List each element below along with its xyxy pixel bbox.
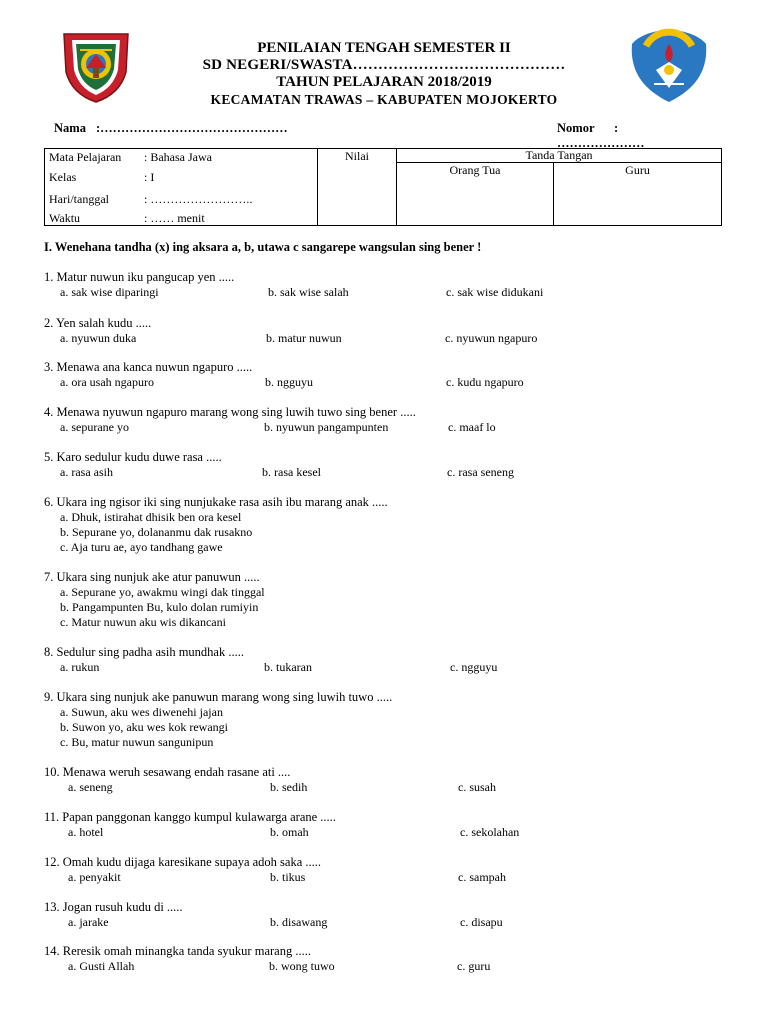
question-text: 2. Yen salah kudu .....	[44, 316, 152, 330]
tanda-tangan-label: Tanda Tangan	[525, 148, 593, 162]
answer-option-b[interactable]: b. sedih	[270, 780, 308, 794]
answer-option-a[interactable]: a. ora usah ngapuro	[60, 375, 154, 389]
nomor-label: Nomor	[557, 121, 595, 135]
section-instruction: I. Wenehana tandha (x) ing aksara a, b, utawa c sangarepe wangsulan sing bener !	[44, 240, 482, 254]
question-text: 4. Menawa nyuwun ngapuro marang wong sing luwih tuwo sing bener .....	[44, 405, 416, 419]
district-line: KECAMATAN TRAWAS – KABUPATEN MOJOKERTO	[210, 92, 558, 107]
answer-option-a[interactable]: a. Sepurane yo, awakmu wingi dak tinggal	[60, 585, 265, 599]
answer-option-a[interactable]: a. penyakit	[68, 870, 121, 884]
answer-option-a[interactable]: a. sepurane yo	[60, 420, 129, 434]
answer-option-a[interactable]: a. jarake	[68, 915, 109, 929]
hari-label: Hari/tanggal	[49, 192, 109, 206]
nama-field[interactable]: :………………………………………	[96, 121, 288, 135]
answer-option-b[interactable]: b. Sepurane yo, dolananmu dak rusakno	[60, 525, 253, 539]
question-text: 5. Karo sedulur kudu duwe rasa .....	[44, 450, 222, 464]
answer-option-b[interactable]: b. Pangampunten Bu, kulo dolan rumiyin	[60, 600, 259, 614]
academic-year: TAHUN PELAJARAN 2018/2019	[276, 74, 492, 90]
nilai-label: Nilai	[345, 149, 369, 163]
answer-option-b[interactable]: b. wong tuwo	[269, 959, 335, 973]
question-text: 12. Omah kudu dijaga karesikane supaya adoh saka .....	[44, 855, 322, 869]
answer-option-a[interactable]: a. hotel	[68, 825, 104, 839]
answer-option-c[interactable]: c. nyuwun ngapuro	[445, 331, 538, 345]
tanda-tangan-header	[397, 149, 722, 163]
answer-option-c[interactable]: c. Aja turu ae, ayo tandhang gawe	[60, 540, 223, 554]
answer-option-b[interactable]: b. sak wise salah	[268, 285, 349, 299]
info-table	[44, 148, 722, 226]
answer-option-a[interactable]: a. Gusti Allah	[68, 959, 135, 973]
question-text: 6. Ukara ing ngisor iki sing nunjukake rasa asih ibu marang anak .....	[44, 495, 388, 509]
answer-option-c[interactable]: c. maaf lo	[448, 420, 496, 434]
school-name-line: SD NEGERI/SWASTA……………………………………	[202, 57, 566, 73]
question-text: 14. Reresik omah minangka tanda syukur marang .....	[44, 944, 311, 958]
guru-signature-cell[interactable]	[554, 163, 722, 226]
answer-option-c[interactable]: c. Bu, matur nuwun sangunipun	[60, 735, 214, 749]
answer-option-c[interactable]: c. kudu ngapuro	[446, 375, 524, 389]
answer-option-b[interactable]: b. nyuwun pangampunten	[264, 420, 389, 434]
guru-label: Guru	[625, 163, 650, 177]
nomor-colon: :	[614, 121, 619, 135]
waktu-value[interactable]: : …… menit	[144, 211, 205, 225]
question-text: 7. Ukara sing nunjuk ake atur panuwun .....	[44, 570, 260, 584]
waktu-label: Waktu	[49, 211, 81, 225]
answer-option-c[interactable]: c. guru	[457, 959, 491, 973]
answer-option-b[interactable]: b. Suwon yo, aku wes kok rewangi	[60, 720, 228, 734]
kelas-value: : I	[144, 170, 155, 184]
nama-label: Nama	[54, 121, 86, 135]
mapel-label: Mata Pelajaran	[49, 150, 122, 164]
subject-info-cell	[45, 149, 318, 226]
question-text: 1. Matur nuwun iku pangucap yen .....	[44, 270, 235, 284]
answer-option-c[interactable]: c. sampah	[458, 870, 506, 884]
orang-tua-label: Orang Tua	[449, 163, 501, 177]
answer-option-a[interactable]: a. Dhuk, istirahat dhisik ben ora kesel	[60, 510, 242, 524]
answer-option-c[interactable]: c. susah	[458, 780, 496, 794]
answer-option-c[interactable]: c. Matur nuwun aku wis dikancani	[60, 615, 226, 629]
question-text: 9. Ukara sing nunjuk ake panuwun marang wong sing luwih tuwo .....	[44, 690, 393, 704]
hari-value[interactable]: : ……………………..	[144, 192, 253, 206]
answer-option-a[interactable]: a. rukun	[60, 660, 100, 674]
answer-option-b[interactable]: b. tukaran	[264, 660, 312, 674]
answer-option-b[interactable]: b. disawang	[270, 915, 328, 929]
question-text: 10. Menawa weruh sesawang endah rasane ati ....	[44, 765, 291, 779]
nilai-cell[interactable]	[318, 149, 397, 226]
question-text: 13. Jogan rusuh kudu di .....	[44, 900, 183, 914]
answer-option-c[interactable]: c. sekolahan	[460, 825, 520, 839]
answer-option-b[interactable]: b. matur nuwun	[266, 331, 342, 345]
exam-title: PENILAIAN TENGAH SEMESTER II	[257, 40, 511, 56]
answer-option-a[interactable]: a. Suwun, aku wes diwenehi jajan	[60, 705, 223, 719]
answer-option-a[interactable]: a. sak wise diparingi	[60, 285, 159, 299]
answer-option-a[interactable]: a. nyuwun duka	[60, 331, 137, 345]
nomor-field[interactable]: …………………	[557, 136, 645, 150]
answer-option-b[interactable]: b. tikus	[270, 870, 306, 884]
answer-option-b[interactable]: b. omah	[270, 825, 309, 839]
mapel-value: : Bahasa Jawa	[144, 150, 212, 164]
answer-option-a[interactable]: a. rasa asih	[60, 465, 113, 479]
answer-option-c[interactable]: c. ngguyu	[450, 660, 498, 674]
answer-option-c[interactable]: c. disapu	[460, 915, 503, 929]
question-text: 8. Sedulur sing padha asih mundhak .....	[44, 645, 244, 659]
answer-option-b[interactable]: b. rasa kesel	[262, 465, 321, 479]
answer-option-b[interactable]: b. ngguyu	[265, 375, 313, 389]
kelas-label: Kelas	[49, 170, 77, 184]
answer-option-c[interactable]: c. rasa seneng	[447, 465, 514, 479]
answer-option-a[interactable]: a. seneng	[68, 780, 113, 794]
question-text: 11. Papan panggonan kanggo kumpul kulawarga arane .....	[44, 810, 336, 824]
orang-tua-signature-cell[interactable]	[397, 163, 554, 226]
question-text: 3. Menawa ana kanca nuwun ngapuro .....	[44, 360, 253, 374]
answer-option-c[interactable]: c. sak wise didukani	[446, 285, 544, 299]
